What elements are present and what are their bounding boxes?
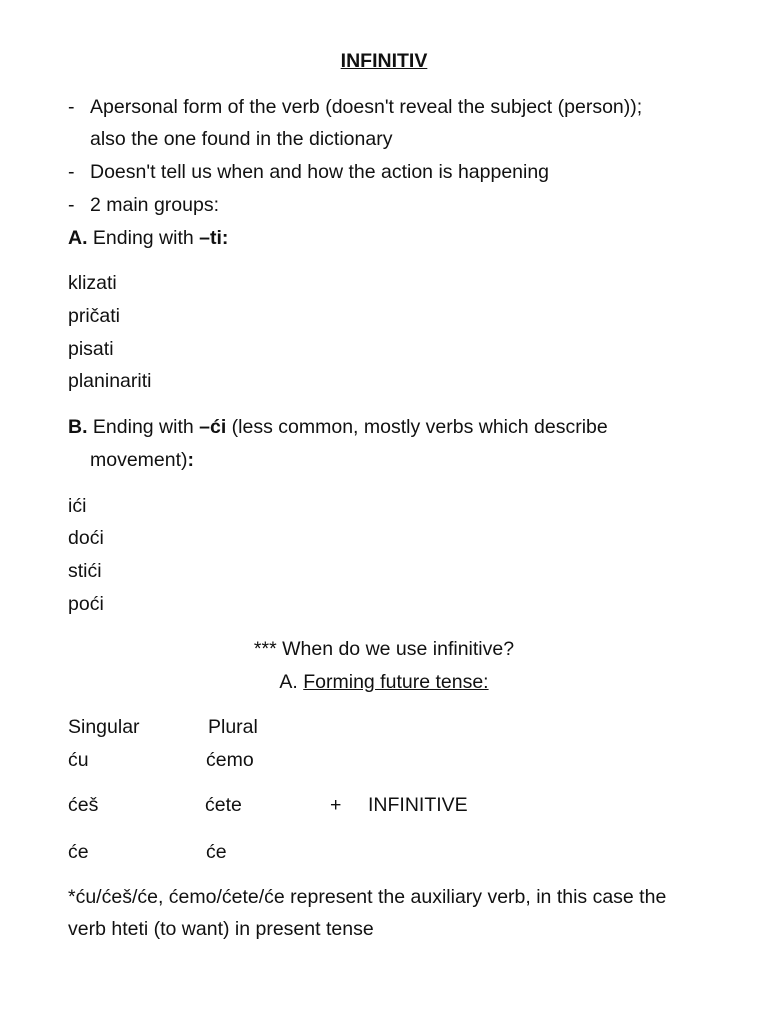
section-a-heading bbox=[0, 673, 768, 693]
bullet-line: Doesn't tell us when and how the action is happening bbox=[90, 161, 550, 183]
bullet-line: also the one found in the dictionary bbox=[90, 128, 393, 150]
note-line: *ću/ćeš/će, ćemo/ćete/će represent the auxiliary verb, in this case the bbox=[68, 886, 667, 908]
group-a-suffix: –ti: bbox=[199, 227, 229, 249]
page-title bbox=[0, 52, 768, 72]
word-item: planinariti bbox=[68, 370, 152, 392]
group-b-heading bbox=[68, 418, 608, 438]
title-text: INFINITIV bbox=[340, 50, 428, 72]
table-cell: će bbox=[68, 841, 89, 863]
infinitive-label: INFINITIVE bbox=[368, 794, 468, 816]
table-cell: ćete bbox=[205, 794, 242, 816]
word-item: pričati bbox=[68, 305, 121, 327]
group-a-text: Ending with bbox=[92, 227, 200, 249]
plus-sign: + bbox=[330, 794, 342, 816]
table-header-singular: Singular bbox=[68, 716, 140, 738]
word-item: pisati bbox=[68, 338, 114, 360]
table-cell: ćemo bbox=[206, 749, 254, 771]
word-item: doći bbox=[68, 527, 104, 549]
word-item: klizati bbox=[68, 272, 117, 294]
word-item: poći bbox=[68, 593, 104, 615]
bullet-dash: - bbox=[68, 96, 75, 118]
group-b-suffix: –ći bbox=[199, 416, 227, 438]
section-a-label: Forming future tense: bbox=[303, 671, 489, 693]
section-a-marker: A. bbox=[279, 671, 304, 693]
table-header-plural: Plural bbox=[208, 716, 258, 738]
group-b-colon: : bbox=[187, 449, 195, 471]
question: *** When do we use infinitive? bbox=[253, 638, 515, 660]
group-b-line2 bbox=[90, 451, 194, 471]
table-cell: ću bbox=[68, 749, 89, 771]
bullet-dash: - bbox=[68, 194, 75, 216]
word-item: stići bbox=[68, 560, 102, 582]
table-cell: će bbox=[206, 841, 227, 863]
group-b-rest: (less common, mostly verbs which describe bbox=[226, 416, 608, 438]
bullet-line: 2 main groups: bbox=[90, 194, 219, 216]
group-b-marker: B. bbox=[68, 416, 88, 438]
group-a-heading bbox=[68, 229, 228, 249]
bullet-line: Apersonal form of the verb (doesn't reveal the subject (person)); bbox=[90, 96, 643, 118]
group-b-line2-text: movement) bbox=[90, 449, 188, 471]
group-b-text: Ending with bbox=[92, 416, 200, 438]
word-item: ići bbox=[68, 495, 87, 517]
table-cell: ćeš bbox=[68, 794, 99, 816]
bullet-dash: - bbox=[68, 161, 75, 183]
group-a-marker: A. bbox=[68, 227, 88, 249]
note-line: verb hteti (to want) in present tense bbox=[68, 918, 374, 940]
